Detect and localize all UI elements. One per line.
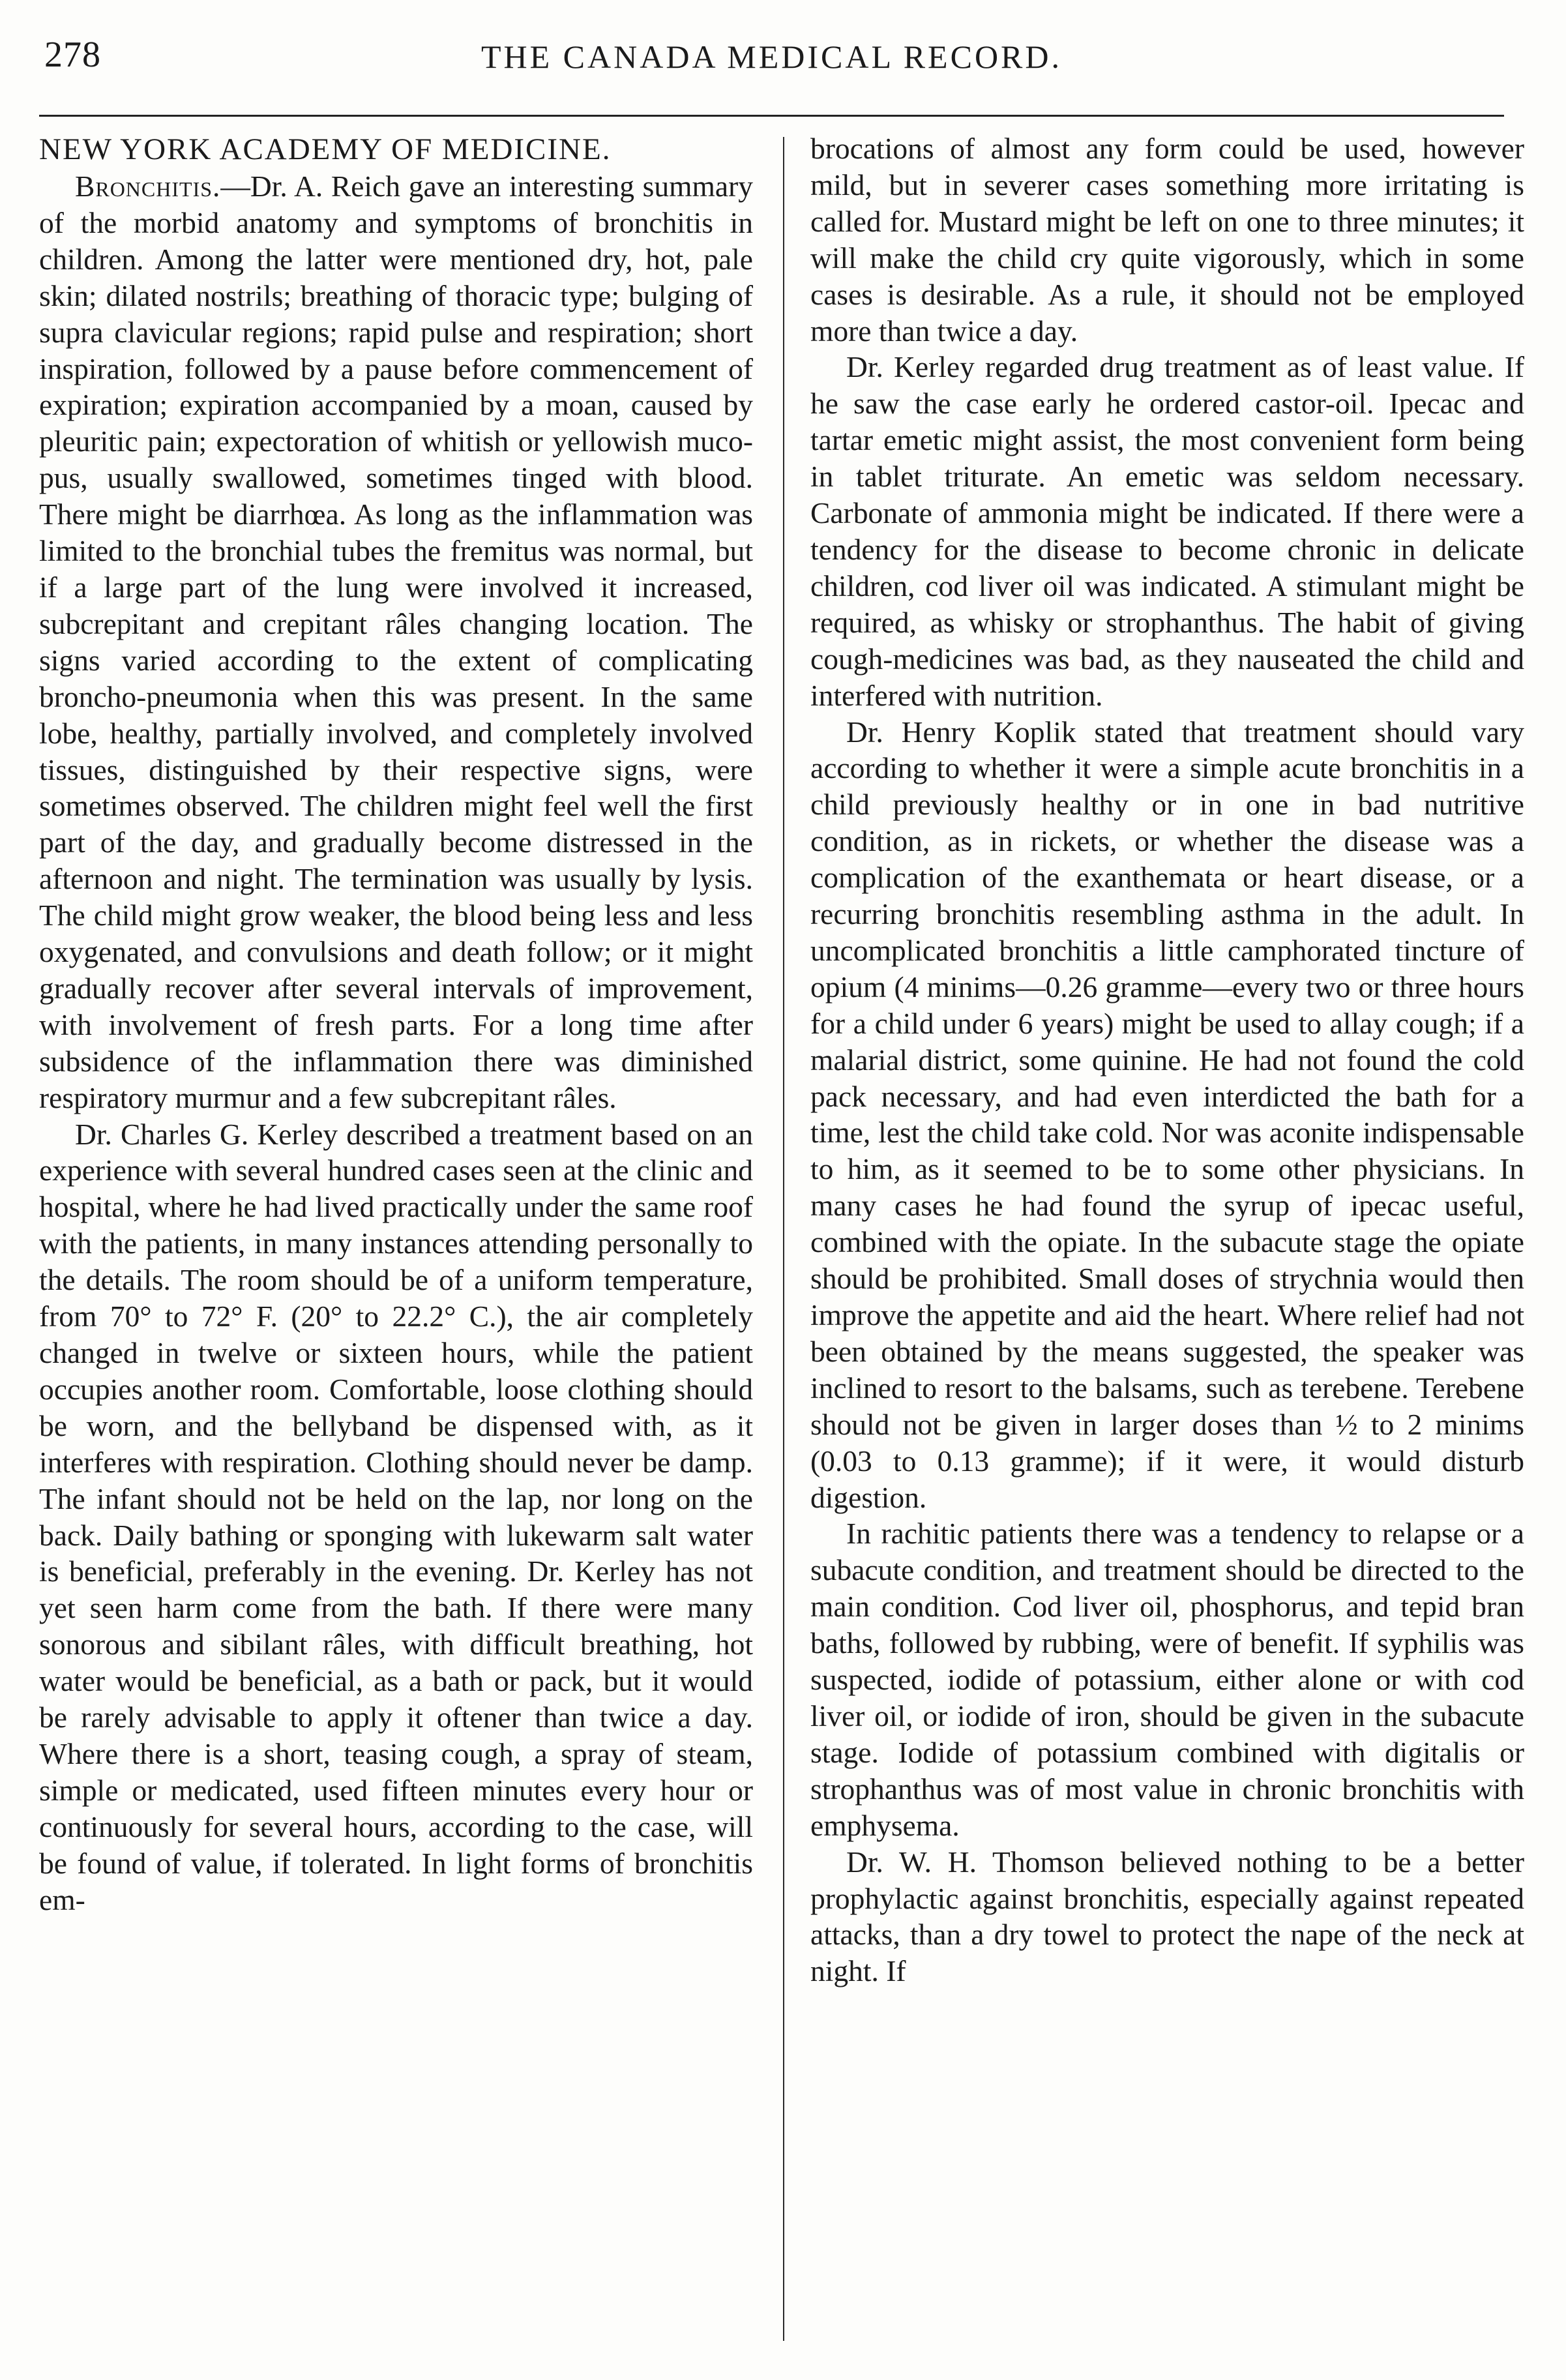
page-number: 278 (44, 35, 101, 75)
running-title: THE CANADA MEDICAL RECORD. (480, 38, 1063, 75)
paragraph-kerley-treatment: Dr. Charles G. Kerley described a treatment based on an experience with several hundred cases seen at the clinic and hospital, where he had lived practically under the same roof with the patients, in many instances attending personally to the details. The room should be of a uniform temperature, from 70° to 72° F. (20° to 22.2° C.), the air completely changed in twelve or sixteen hours, while the patient occupies another room. Comfortable, loose clothing should be worn, and the bellyband be dispensed with, as it interferes with respiration. Clothing should never be damp. The infant should not be held on the lap, nor long on the back. Daily bathing or sponging with lukewarm salt water is beneficial, preferably in the evening. Dr. Kerley has not yet seen harm come from the bath. If there were many sonorous and sibilant râles, with difficult breathing, hot water would be beneficial, as a bath or pack, but it would be rarely advisable to apply it oftener than twice a day. Where there is a short, teasing cough, a spray of steam, simple or medicated, used fifteen minutes every hour or continuously for several hours, according to the case, will be found of value, if tolerated. In light forms of bronchitis em- (39, 1117, 753, 1916)
paragraph-rachitic: In rachitic patients there was a tendency to relapse or a subacute condition, and treatment should be directed to the main condition. Cod liver oil, phosphorus, and tepid bran baths, followed by rubbing, were of benefit. If syphilis was suspected, iodide of potassium, either alone or with cod liver oil, or iodide of iron, should be given in the subacute stage. Iodide of potassium combined with digitalis or strophanthus was of most value in chronic bronchitis with emphysema. (810, 1517, 1524, 1842)
left-column (39, 130, 753, 1918)
section-heading: NEW YORK ACADEMY OF MEDICINE. (39, 132, 612, 166)
header-rule (39, 115, 1504, 117)
paragraph-embrocations: brocations of almost any form could be used, however mild, but in severer cases something more irritating is called for. Mustard might be left on one to three minutes; it will make the child cry quite vigorously, which in some cases is desirable. As a rule, it should not be employed more than twice a day. (810, 132, 1524, 348)
right-column (810, 130, 1524, 1989)
paragraph-text: —Dr. A. Reich gave an interesting summary of the morbid anatomy and symptoms of bronchitis in children. Among the latter were mentioned dry, hot, pale skin; dilated nostrils; breathing of thoracic type; bulging of supra clavicular regions; rapid pulse and respiration; short inspiration, followed by a pause before commencement of expiration; expiration accompanied by a moan, caused by pleuritic pain; expectoration of whitish or yellowish muco-pus, usually swallowed, sometimes tinged with blood. There might be diarrhœa. As long as the inflammation was limited to the bronchial tubes the fremitus was normal, but if a large part of the lung were involved it increased, subcrepitant and crepitant râles changing location. The signs varied according to the extent of complicating broncho-pneumonia when this was present. In the same lobe, healthy, partially involved, and completely involved tissues, distinguished by their respective signs, were sometimes observed. The children might feel well the first part of the day, and gradually become distressed in the afternoon and night. The termination was usually by lysis. The child might grow weaker, the blood being less and less oxygenated, and convulsions and death follow; or it might gradually recover after several intervals of improvement, with involvement of fresh parts. For a long time after subsidence of the inflammation there was diminished respiratory murmur and a few subcrepitant râles. (39, 170, 753, 1114)
column-divider (783, 137, 784, 2341)
page-header (39, 34, 1504, 86)
paragraph-thomson: Dr. W. H. Thomson believed nothing to be a better prophylactic against bronchitis, especially against repeated attacks, than a dry towel to protect the nape of the neck at night. If (810, 1845, 1524, 1988)
paragraph-bronchitis (39, 168, 753, 1116)
run-in-heading: Bronchitis. (75, 170, 221, 203)
paragraph-koplik: Dr. Henry Koplik stated that treatment should vary according to whether it were a simple acute bronchitis in a child previously healthy or in one in bad nutritive condition, as in rickets, or whether the disease was a complication of the exanthemata or heart disease, or a recurring bronchitis resembling asthma in the adult. In uncomplicated bronchitis a little camphorated tincture of opium (4 minims—0.26 gramme—every two or three hours for a child under 6 years) might be used to allay cough; if a malarial district, some quinine. He had not found the cold pack necessary, and had even interdicted the bath for a time, lest the child take cold. Nor was aconite indispensable to him, as it seemed to be to some other physicians. In many cases he had found the syrup of ipecac useful, combined with the opiate. In the subacute stage the opiate should be prohibited. Small doses of strychnia would then improve the appetite and aid the heart. Where relief had not been obtained by the means suggested, the speaker was inclined to resort to the balsams, such as terebene. Terebene should not be given in larger doses than ½ to 2 minims (0.03 to 0.13 gramme); if it were, it would disturb digestion. (810, 715, 1524, 1514)
paragraph-kerley-drugs: Dr. Kerley regarded drug treatment as of least value. If he saw the case early he ordered castor-oil. Ipecac and tartar emetic might assist, the most convenient form being in tablet triturate. An emetic was seldom necessary. Carbonate of ammonia might be indicated. If there were a tendency for the disease to become chronic in delicate children, cod liver oil was indicated. A stimulant might be required, as whisky or strophanthus. The habit of giving cough-medicines was bad, as they nauseated the child and interfered with nutrition. (810, 350, 1524, 712)
